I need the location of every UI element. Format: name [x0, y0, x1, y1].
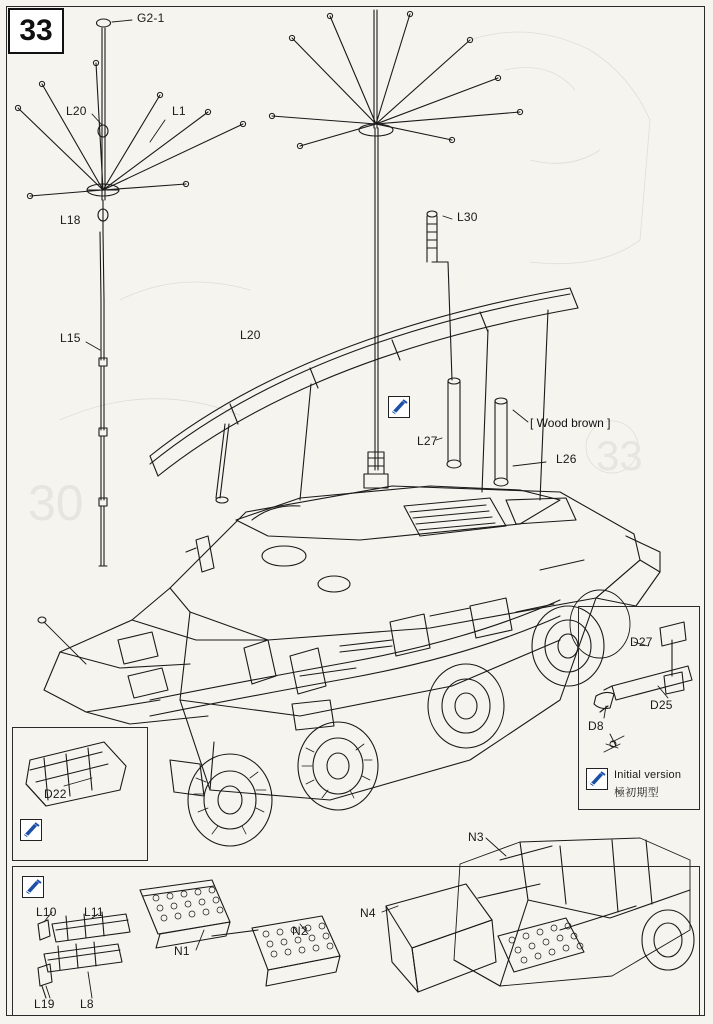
step-number-badge: 33 — [8, 8, 64, 54]
part-label-l18: L18 — [60, 213, 81, 227]
wood-brown-note: [ Wood brown ] — [530, 416, 611, 430]
part-label-l10: L10 — [36, 905, 57, 919]
part-label-d25: D25 — [650, 698, 673, 712]
part-label-n3: N3 — [468, 830, 484, 844]
paint-arrow-icon — [388, 396, 410, 418]
part-label-n1: N1 — [174, 944, 190, 958]
initial-version-label-en: Initial version — [614, 769, 682, 781]
svg-text:30: 30 — [28, 475, 84, 531]
part-label-d8: D8 — [588, 719, 604, 733]
part-label-l19: L19 — [34, 997, 55, 1011]
part-label-d27: D27 — [630, 635, 653, 649]
paint-arrow-icon — [22, 876, 44, 898]
part-label-l20: L20 — [66, 104, 87, 118]
part-label-l8: L8 — [80, 997, 94, 1011]
part-label-l30: L30 — [457, 210, 478, 224]
part-label-g2-1: G2-1 — [137, 11, 165, 25]
paint-arrow-icon — [586, 768, 608, 790]
part-label-l20-frame: L20 — [240, 328, 261, 342]
paint-arrow-icon — [20, 819, 42, 841]
part-label-l1: L1 — [172, 104, 186, 118]
part-label-l26: L26 — [556, 452, 577, 466]
part-label-n4: N4 — [360, 906, 376, 920]
part-label-n2: N2 — [292, 924, 308, 938]
detail-panel-bottom — [12, 866, 700, 1016]
part-label-l11: L11 — [84, 905, 104, 919]
part-label-l27: L27 — [417, 434, 438, 448]
part-label-l15: L15 — [60, 331, 81, 345]
svg-text:33: 33 — [596, 432, 643, 479]
initial-version-label-jp: 極初期型 — [614, 786, 659, 799]
part-label-d22: D22 — [44, 787, 67, 801]
